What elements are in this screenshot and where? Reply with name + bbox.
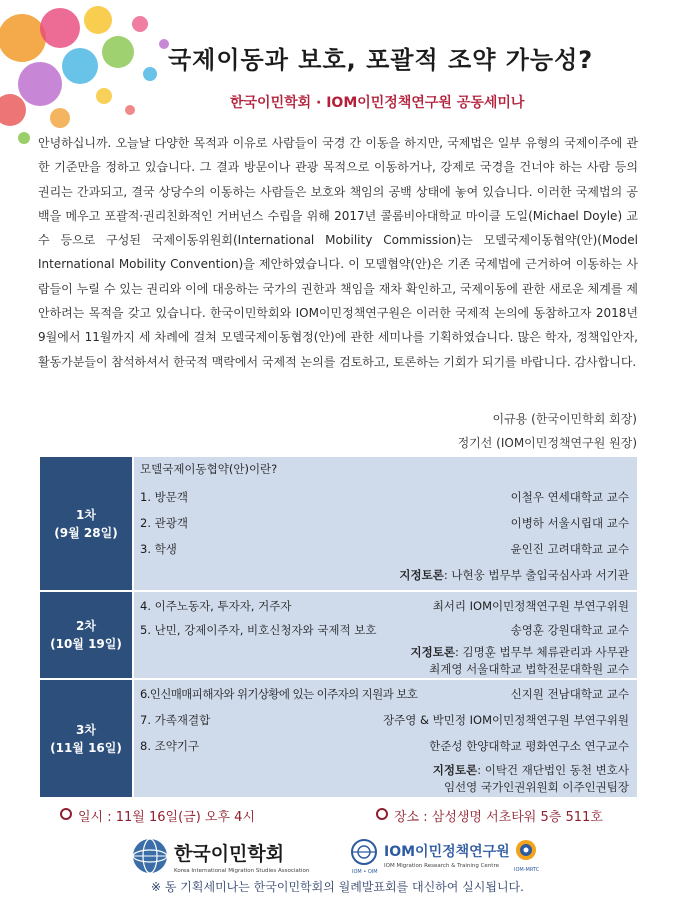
iom-name: IOM이민정책연구원: [384, 844, 510, 860]
round-number: 2차: [76, 619, 96, 633]
session-row: [134, 710, 637, 730]
session-speaker: 송영훈 강원대학교 교수: [510, 623, 629, 637]
session-speaker: 신지원 전남대학교 교수: [510, 687, 629, 701]
discussant: 임선영 국가인권위원회 이주인권팀장: [443, 780, 629, 794]
session-topic: 3. 학생: [140, 542, 177, 556]
round-date: (10월 19일): [50, 637, 122, 651]
iom-logo: [350, 836, 550, 876]
mrtc-emblem-icon: [516, 840, 536, 860]
session-speaker: 최서리 IOM이민정책연구원 부연구위원: [432, 599, 629, 613]
session-topic: 7. 가족재결합: [140, 713, 211, 727]
round-date: (9월 28일): [54, 525, 118, 540]
signature-president: 이규용 (한국이민학회 회장): [492, 412, 637, 426]
globe-icon: [133, 839, 167, 873]
decorative-dots: [0, 0, 180, 150]
session-row: [134, 513, 637, 533]
session-row: [134, 596, 637, 616]
round-number: 3차: [76, 722, 96, 737]
session-topic: 1. 방문객: [140, 490, 188, 504]
session-speaker: 윤인진 고려대학교 교수: [510, 542, 629, 556]
event-datetime-text: 일시 : 11월 16일(금) 오후 4시: [78, 810, 256, 825]
round-number: 1차: [76, 507, 96, 522]
page-title: 국제이동과 보호, 포괄적 조약 가능성?: [168, 46, 594, 74]
round-3-sessions: [134, 680, 637, 797]
session-row: [134, 487, 637, 507]
discussion-label: 지정토론: [410, 645, 455, 659]
session-row: [134, 736, 637, 756]
discussion: [433, 762, 629, 796]
event-venue-text: 장소 : 삼성생명 서초타워 5층 511호: [394, 810, 603, 825]
discussant: : 이탁건 재단법인 동천 변호사: [477, 763, 629, 777]
round-1-sessions: [134, 457, 637, 590]
discussion: [411, 644, 629, 678]
discussant: : 김명훈 법무부 체류관리과 사무관: [454, 645, 629, 659]
seminar-schedule: [40, 457, 637, 797]
session-topic: 8. 조약기구: [140, 739, 200, 753]
page-subtitle: 한국이민학회 · IOM이민정책연구원 공동세미나: [230, 95, 525, 111]
footnote: ※ 동 기획세미나는 한국이민학회의 월례발표회를 대신하여 실시됩니다.: [151, 880, 524, 894]
session-row: [134, 539, 637, 559]
kimsa-name: 한국이민학회: [174, 843, 285, 865]
event-venue: [376, 806, 603, 825]
intro-paragraph: 안녕하십니까. 오늘날 다양한 목적과 이유로 사람들이 국경 간 이동을 하지만, 국제법은 일부 유형의 국제이주에 관한 기준만을 정하고 있습니다. 그 결과 방문이나 관광 목적으로 이동하거나, 강제로 국경을 건너야 하는 사람 등의 권리는 간과되고, 결국 상당수의 이동하는 사람들은 보호와 책임의 공백 상태에 놓여 있습니다. 이러한 국제법의 공백을 메우고 포괄적·권리친화적인 거버넌스 수립을 위해 2017년 콜롬비아대학교 마이클 도일(Michael Doyle) 교수 등으로 구성된 국제이동위원회(International Mobility Commission)는 모델국제이동협약(안)(Model International Mobility Convention)을 제안하였습니다. 이 모델협약(안)은 기존 국제법에 근거하여 이동하는 사람들이 누릴 수 있는 권리와 이에 대응하는 국가의 권한과 책임을 재차 확인하고, 국제이동에 관한 새로운 체계를 제안하려는 목적을 갖고 있습니다. 한국이민학회와 IOM이민정책연구원은 이러한 국제적 논의에 동참하고자 2018년 9월에서 11월까지 세 차례에 걸쳐 모델국제이동협정(안)에 관한 세미나를 기획하였습니다. 많은 학자, 정책입안자, 활동가분들이 참석하셔서 한국적 맥락에서 국제적 논의를 검토하고, 토론하는 기회가 되기를 바랍니다. 감사합니다.: [38, 136, 638, 369]
iom-tag: IOM • OIM: [352, 869, 378, 875]
discussion: [399, 567, 629, 584]
session-topic: 6.인신매매피해자와 위기상황에 있는 이주자의 지원과 보호: [140, 687, 418, 701]
discussion-label: 지정토론: [432, 763, 478, 777]
kimsa-logo: [128, 836, 324, 876]
session-speaker: 한준성 한양대학교 평화연구소 연구교수: [429, 739, 629, 753]
session-topic: 2. 관광객: [140, 516, 188, 530]
discussant: : 나현웅 법무부 출입국심사과 서기관: [443, 568, 629, 582]
signature-director: 정기선 (IOM이민정책연구원 원장): [457, 436, 637, 450]
round-date: (11월 16일): [50, 740, 122, 755]
circle-bullet-icon: [376, 808, 388, 820]
session-row: [134, 684, 637, 704]
session-topic: 5. 난민, 강제이주자, 비호신청자와 국제적 보호: [140, 623, 377, 637]
un-emblem-icon: [352, 840, 376, 864]
session-topic: 4. 이주노동자, 투자자, 거주자: [140, 599, 292, 613]
round-2-sessions: [134, 592, 637, 678]
round-2-label: [40, 592, 132, 678]
event-datetime: [60, 806, 255, 825]
circle-bullet-icon: [60, 808, 72, 820]
session-speaker: 이병하 서울시립대 교수: [510, 516, 629, 530]
round-heading-text: 모델국제이동협약(안)이란?: [140, 462, 278, 476]
discussion-label: 지정토론: [399, 568, 444, 582]
discussant: 최계영 서울대학교 법학전문대학원 교수: [429, 662, 629, 676]
session-speaker: 장주영 & 박민정 IOM이민정책연구원 부연구위원: [383, 713, 629, 727]
kimsa-subname: Korea International Migration Studies Association: [174, 868, 310, 874]
session-row: [134, 620, 637, 640]
session-speaker: 이철우 연세대학교 교수: [510, 490, 629, 504]
round-heading: [134, 459, 637, 479]
round-3-label: [40, 680, 132, 797]
iom-subname: IOM Migration Research & Training Centre: [384, 863, 499, 869]
round-1-label: [40, 457, 132, 590]
mrtc-tag: IOM-MRTC: [514, 867, 540, 873]
